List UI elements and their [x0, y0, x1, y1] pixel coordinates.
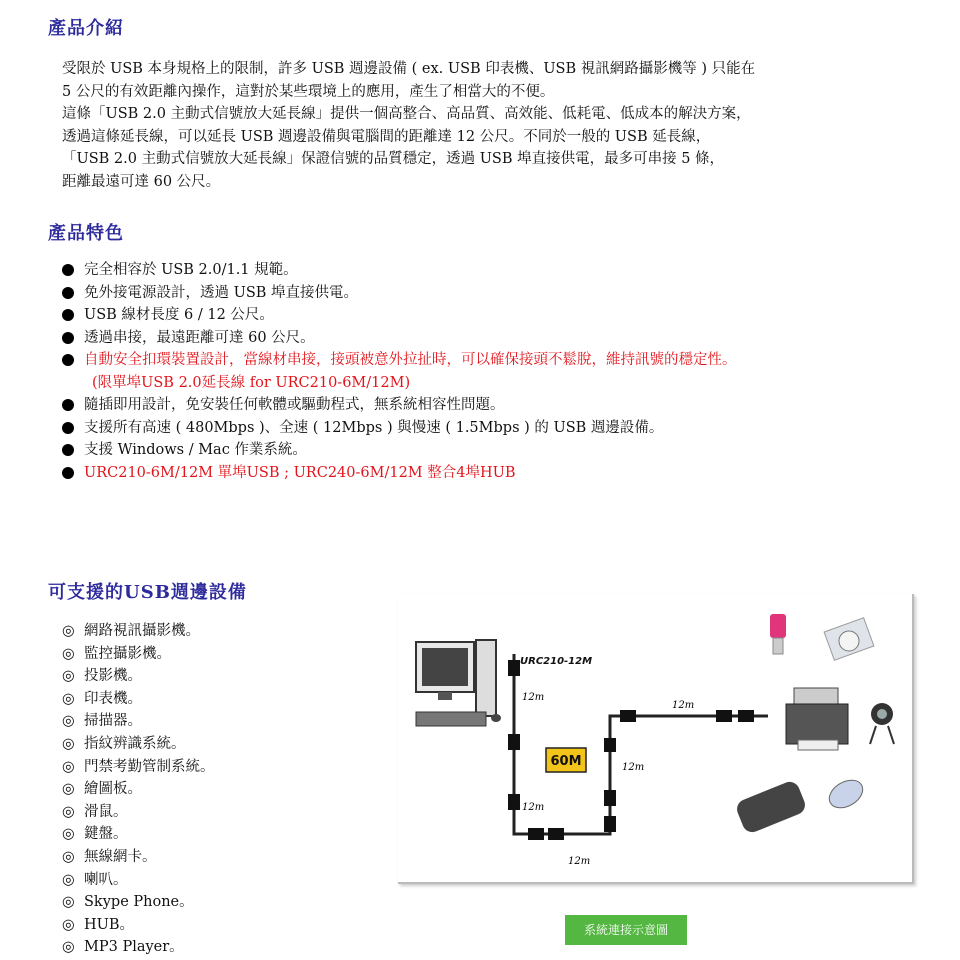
segment-label: 12m [522, 692, 545, 703]
model-label: URC210-12M [520, 656, 593, 667]
bullet-icon [62, 444, 74, 456]
feature-item: 免外接電源設計，透過 USB 埠直接供電。 [62, 282, 942, 305]
usb-drive-icon [770, 614, 786, 654]
features-heading: 產品特色 [48, 223, 124, 244]
bullet-icon [62, 309, 74, 321]
feature-item: 透過串接，最遠距離可達 60 公尺。 [62, 327, 942, 350]
total-length-label: 60M [550, 754, 582, 769]
device-item: ◎ 繪圖板。 [62, 778, 215, 801]
intro-paragraph [62, 58, 942, 193]
circle-marker-icon: ◎ [62, 916, 75, 933]
circle-marker-icon: ◎ [62, 645, 75, 662]
feature-note: (限單埠USB 2.0延長線 for URC210-6M/12M) [92, 374, 411, 391]
printer-icon [786, 688, 848, 750]
feature-item-models: URC210-6M/12M 單埠USB ; URC240-6M/12M 整合4埠HUB [62, 462, 942, 485]
circle-marker-icon: ◎ [62, 894, 75, 911]
device-item: ◎ 投影機。 [62, 665, 215, 688]
device-item: ◎ 指紋辨識系統。 [62, 733, 215, 756]
connector [604, 738, 616, 752]
connection-diagram [398, 594, 914, 884]
intro-line: 「USB 2.0 主動式信號放大延長線」保證信號的品質穩定，透過 USB 埠直接供電，最多可串接 5 條， [62, 151, 725, 167]
circle-marker-icon: ◎ [62, 826, 75, 843]
circle-marker-icon: ◎ [62, 690, 75, 707]
diagram-caption: 系統連接示意圖 [565, 915, 687, 945]
feature-item: 支援 Windows / Mac 作業系統。 [62, 439, 942, 462]
circle-marker-icon: ◎ [62, 623, 75, 639]
bullet-icon [62, 422, 74, 434]
bullet-icon [62, 264, 74, 276]
bullet-icon [62, 467, 74, 479]
keyboard-icon [734, 779, 808, 835]
feature-item: 隨插即用設計，免安裝任何軟體或驅動程式，無系統相容性問題。 [62, 394, 942, 417]
device-item: ◎ 無線網卡。 [62, 846, 215, 869]
intro-line: 距離最遠可達 60 公尺。 [62, 173, 221, 190]
circle-marker-icon: ◎ [62, 939, 75, 956]
circle-marker-icon: ◎ [62, 781, 75, 798]
cd-icon [824, 618, 874, 661]
circle-marker-icon: ◎ [62, 758, 75, 775]
connector [508, 794, 520, 810]
connector [508, 660, 520, 676]
computer-icon [416, 640, 501, 726]
features-list [62, 259, 942, 484]
mouse-icon [824, 775, 867, 814]
connector [738, 710, 754, 722]
connector [716, 710, 732, 722]
segment-label: 12m [522, 802, 545, 813]
device-item: ◎ 掃描器。 [62, 710, 215, 733]
intro-heading: 產品介紹 [48, 18, 124, 39]
feature-item: 支援所有高速 ( 480Mbps )、全速 ( 12Mbps ) 與慢速 ( 1.5Mbps ) 的 USB 週邊設備。 [62, 417, 942, 440]
connector [548, 828, 564, 840]
segment-label: 12m [672, 700, 695, 711]
bullet-icon [62, 399, 74, 411]
feature-item: USB 線材長度 6 / 12 公尺。 [62, 304, 942, 327]
intro-line: 透過這條延長線，可以延長 USB 週邊設備與電腦間的距離達 12 公尺。不同於一般的 USB 延長線， [62, 128, 711, 145]
circle-marker-icon: ◎ [62, 848, 75, 865]
webcam-icon [870, 703, 894, 744]
device-item: ◎ 滑鼠。 [62, 801, 215, 824]
device-item: ◎ 鍵盤。 [62, 823, 215, 846]
circle-marker-icon: ◎ [62, 871, 75, 888]
bullet-icon [62, 354, 74, 366]
circle-marker-icon: ◎ [62, 713, 75, 730]
circle-marker-icon: ◎ [62, 803, 75, 820]
segment-label: 12m [568, 856, 591, 867]
device-item: ◎ 網路視訊攝影機。 [62, 620, 215, 643]
intro-line: 5 公尺的有效距離內操作，這對於某些環境上的應用，產生了相當大的不便。 [62, 83, 555, 100]
bullet-icon [62, 287, 74, 299]
circle-marker-icon: ◎ [62, 735, 75, 752]
feature-item: 完全相容於 USB 2.0/1.1 規範。 [62, 259, 942, 282]
device-item: ◎ 印表機。 [62, 688, 215, 711]
devices-list [62, 620, 215, 959]
cable-path [514, 654, 768, 834]
connector [508, 734, 520, 750]
segment-label: 12m [622, 762, 645, 773]
devices-heading: 可支援的USB週邊設備 [48, 582, 247, 603]
device-item: ◎ HUB。 [62, 914, 215, 937]
device-item: ◎ 監控攝影機。 [62, 643, 215, 666]
device-item: ◎ MP3 Player。 [62, 936, 215, 959]
connector [528, 828, 544, 840]
feature-item-highlight: 自動安全扣環裝置設計，當線材串接，接頭被意外拉扯時，可以確保接頭不鬆脫，維持訊號的穩定性。 [62, 349, 942, 372]
connector-group [508, 660, 754, 840]
intro-line: 這條「USB 2.0 主動式信號放大延長線」提供一個高整合、高品質、高效能、低耗電、低成本的解決方案， [62, 106, 751, 122]
connector [604, 790, 616, 806]
circle-marker-icon: ◎ [62, 668, 75, 685]
connector [620, 710, 636, 722]
device-item: ◎ 喇叭。 [62, 869, 215, 892]
connector [604, 816, 616, 832]
device-item: ◎ 門禁考勤管制系統。 [62, 756, 215, 779]
diagram-svg [398, 594, 912, 882]
intro-line: 受限於 USB 本身規格上的限制，許多 USB 週邊設備 ( ex. USB 印表機、USB 視訊網路攝影機等 ) 只能在 [62, 61, 756, 77]
device-item: ◎ Skype Phone。 [62, 891, 215, 914]
bullet-icon [62, 332, 74, 344]
